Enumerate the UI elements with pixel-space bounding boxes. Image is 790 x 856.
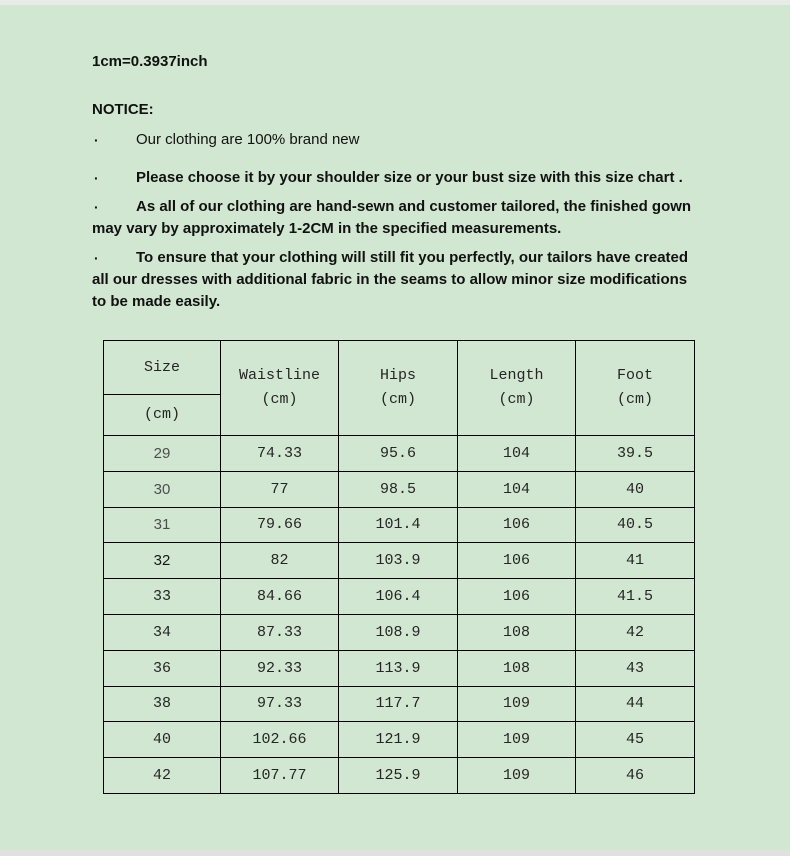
- conversion-note: 1cm=0.3937inch: [92, 53, 208, 70]
- cell-foot: 46: [576, 758, 695, 794]
- table-header: [104, 341, 695, 436]
- cell-length: 108: [458, 650, 576, 686]
- cell-waistline: 74.33: [221, 436, 339, 472]
- bottom-edge-strip: [0, 850, 790, 856]
- col-header-label: Length: [489, 367, 544, 384]
- cell-size: 40: [104, 722, 221, 758]
- cell-hips: 98.5: [339, 471, 458, 507]
- cell-size: 34: [104, 614, 221, 650]
- cell-waistline: 82: [221, 543, 339, 579]
- table-row: [104, 543, 695, 579]
- cell-waistline: 107.77: [221, 758, 339, 794]
- cell-length: 108: [458, 614, 576, 650]
- notice-item: [92, 167, 704, 189]
- cell-size: 30: [104, 471, 221, 507]
- notice-item: [92, 247, 704, 313]
- notice-text: To ensure that your clothing will still fit you perfectly, our tailors have created all our dresses with additional fabric in the seams to allow minor size modifications to be made easily.: [92, 249, 689, 310]
- cell-length: 109: [458, 722, 576, 758]
- table-row: [104, 722, 695, 758]
- cell-hips: 117.7: [339, 686, 458, 722]
- cell-hips: 103.9: [339, 543, 458, 579]
- cell-waistline: 77: [221, 471, 339, 507]
- col-header-foot: [576, 341, 695, 436]
- cell-length: 104: [458, 471, 576, 507]
- cell-waistline: 79.66: [221, 507, 339, 543]
- notice-text: As all of our clothing are hand-sewn and customer tailored, the finished gown may vary by approximately 1-2CM in the specified measurements.: [92, 198, 692, 237]
- notice-item: [92, 196, 704, 240]
- cell-waistline: 87.33: [221, 614, 339, 650]
- notice-item: [92, 129, 704, 151]
- cell-foot: 41.5: [576, 579, 695, 615]
- cell-waistline: 102.66: [221, 722, 339, 758]
- cell-foot: 42: [576, 614, 695, 650]
- col-header-unit: (cm): [379, 391, 416, 408]
- cell-size: 29: [104, 436, 221, 472]
- cell-waistline: 84.66: [221, 579, 339, 615]
- table-row: [104, 507, 695, 543]
- cell-hips: 108.9: [339, 614, 458, 650]
- col-header-label: Waistline: [238, 367, 320, 384]
- cell-size: 38: [104, 686, 221, 722]
- table-row: [104, 758, 695, 794]
- top-edge-strip: [0, 0, 790, 5]
- size-chart-table: [103, 340, 695, 794]
- bullet-icon: ·: [94, 170, 99, 186]
- cell-size: 31: [104, 507, 221, 543]
- col-header-unit: (cm): [261, 391, 298, 408]
- notice-title: NOTICE:: [92, 101, 154, 118]
- table-row: [104, 471, 695, 507]
- cell-waistline: 92.33: [221, 650, 339, 686]
- bullet-icon: ·: [94, 250, 99, 266]
- table-body: [104, 436, 695, 794]
- cell-length: 109: [458, 686, 576, 722]
- cell-foot: 44: [576, 686, 695, 722]
- cell-length: 106: [458, 507, 576, 543]
- cell-hips: 125.9: [339, 758, 458, 794]
- cell-length: 109: [458, 758, 576, 794]
- col-header-label: Foot: [616, 367, 653, 384]
- cell-length: 104: [458, 436, 576, 472]
- cell-hips: 121.9: [339, 722, 458, 758]
- cell-foot: 40.5: [576, 507, 695, 543]
- bullet-icon: ·: [94, 132, 99, 148]
- bullet-icon: ·: [94, 199, 99, 215]
- table-row: [104, 686, 695, 722]
- cell-hips: 101.4: [339, 507, 458, 543]
- table-row: [104, 579, 695, 615]
- col-header-hips: [339, 341, 458, 436]
- cell-size: 36: [104, 650, 221, 686]
- col-header-waistline: [221, 341, 339, 436]
- table-row: [104, 614, 695, 650]
- col-header-size: Size: [104, 341, 221, 395]
- cell-foot: 43: [576, 650, 695, 686]
- cell-foot: 39.5: [576, 436, 695, 472]
- col-header-unit: (cm): [616, 391, 653, 408]
- cell-hips: 95.6: [339, 436, 458, 472]
- cell-foot: 41: [576, 543, 695, 579]
- cell-size: 33: [104, 579, 221, 615]
- notice-section: [92, 51, 704, 313]
- notice-list: [92, 129, 704, 313]
- cell-length: 106: [458, 543, 576, 579]
- notice-text: Please choose it by your shoulder size or your bust size with this size chart .: [136, 169, 683, 186]
- table-row: [104, 436, 695, 472]
- notice-text: Our clothing are 100% brand new: [136, 131, 360, 148]
- cell-hips: 106.4: [339, 579, 458, 615]
- cell-waistline: 97.33: [221, 686, 339, 722]
- table-row: [104, 650, 695, 686]
- col-header-unit: (cm): [498, 391, 535, 408]
- cell-hips: 113.9: [339, 650, 458, 686]
- cell-size: 32: [104, 543, 221, 579]
- col-header-length: [458, 341, 576, 436]
- col-header-label: Hips: [379, 367, 416, 384]
- cell-length: 106: [458, 579, 576, 615]
- col-header-size-unit: (cm): [104, 395, 221, 436]
- cell-foot: 45: [576, 722, 695, 758]
- cell-foot: 40: [576, 471, 695, 507]
- cell-size: 42: [104, 758, 221, 794]
